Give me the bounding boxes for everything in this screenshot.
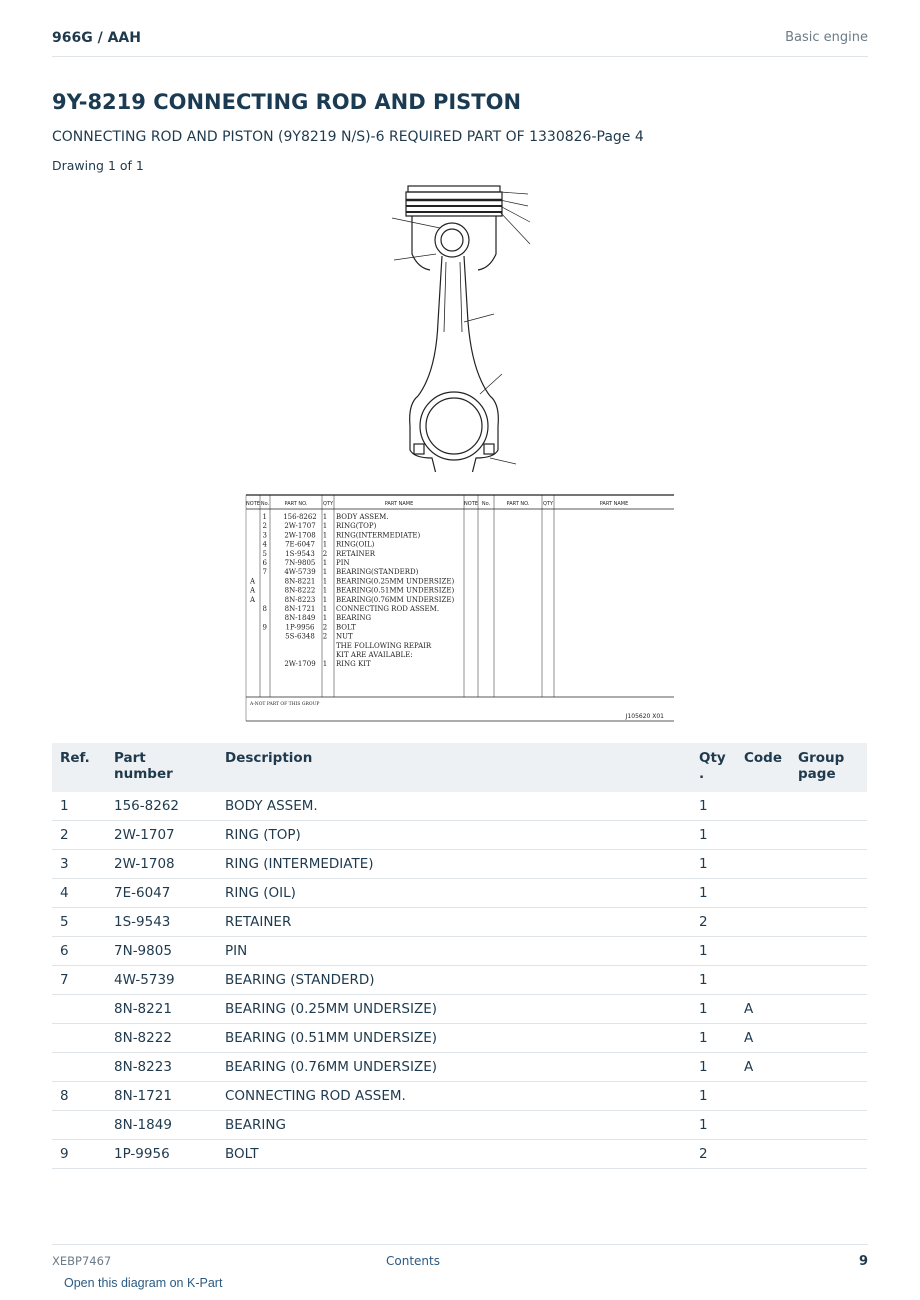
table-row	[52, 908, 867, 937]
sheet-cell: 1	[322, 614, 328, 623]
qty-cell: 1	[691, 1111, 736, 1140]
part-number-cell: 156-8262	[106, 792, 217, 821]
sheet-cell: 1	[322, 568, 328, 577]
code-cell	[736, 908, 790, 937]
group-page-cell	[790, 1082, 867, 1111]
sheet-header: PART NO.	[284, 501, 308, 507]
sheet-cell: PIN	[336, 559, 350, 567]
machine-model: 966G / AAH	[52, 30, 141, 46]
header-part-number: Part number	[106, 743, 217, 792]
header-code: Code	[736, 743, 790, 792]
description-cell: BEARING	[217, 1111, 691, 1140]
section-name: Basic engine	[785, 30, 868, 45]
sheet-header: NOTE	[246, 501, 260, 507]
part-number-cell: 2W-1707	[106, 821, 217, 850]
sheet-cell: 3	[262, 531, 267, 540]
group-page-cell	[790, 821, 867, 850]
description-cell: CONNECTING ROD ASSEM.	[217, 1082, 691, 1111]
sheet-cell: BEARING(STANDERD)	[336, 568, 419, 577]
sheet-cell: THE FOLLOWING REPAIR	[336, 641, 432, 650]
sheet-cell: 2	[262, 522, 267, 531]
qty-cell: 1	[691, 1024, 736, 1053]
sheet-header: No.	[481, 501, 491, 507]
sheet-cell: RING(OIL)	[336, 540, 375, 549]
description-cell: RETAINER	[217, 908, 691, 937]
description-cell: RING (OIL)	[217, 879, 691, 908]
part-number-cell: 4W-5739	[106, 966, 217, 995]
sheet-cell: BOLT	[336, 623, 356, 632]
open-in-kpart-link[interactable]: Open this diagram on K-Part	[64, 1276, 223, 1290]
description-cell: BOLT	[217, 1140, 691, 1169]
sheet-cell: 1	[322, 595, 328, 604]
ref-cell: 8	[52, 1082, 106, 1111]
ref-cell	[52, 1111, 106, 1140]
sheet-cell: 7N-9805	[284, 559, 316, 567]
sheet-cell: BODY ASSEM.	[336, 513, 389, 521]
part-number-cell: 2W-1708	[106, 850, 217, 879]
sheet-cell: BEARING(0.25MM UNDERSIZE)	[336, 577, 455, 586]
table-row	[52, 1111, 867, 1140]
part-number-cell: 8N-8221	[106, 995, 217, 1024]
page-footer	[52, 1244, 868, 1275]
sheet-cell: RETAINER	[336, 549, 375, 558]
piston-rod-drawing	[380, 182, 540, 472]
sheet-cell: 2W-1708	[284, 531, 316, 540]
sheet-cell: 8N-8221	[284, 577, 316, 586]
qty-cell: 1	[691, 792, 736, 821]
ref-cell	[52, 995, 106, 1024]
sheet-header: QTY	[542, 501, 554, 507]
page-number: 9	[858, 1254, 868, 1269]
sheet-cell: 5	[262, 549, 267, 558]
ref-cell: 4	[52, 879, 106, 908]
group-page-cell	[790, 792, 867, 821]
table-row	[52, 995, 867, 1024]
qty-cell: 1	[691, 1082, 736, 1111]
header-description: Description	[217, 743, 691, 792]
ref-cell: 3	[52, 850, 106, 879]
table-row	[52, 879, 867, 908]
sheet-cell: 1S-9543	[285, 549, 315, 558]
part-number-cell: 7N-9805	[106, 937, 217, 966]
group-page-cell	[790, 850, 867, 879]
code-cell	[736, 879, 790, 908]
sheet-reference: J105620 X01	[625, 713, 664, 720]
qty-cell: 1	[691, 879, 736, 908]
sheet-cell: 1	[322, 513, 328, 521]
document-id: XEBP7467	[52, 1254, 112, 1268]
part-number-cell: 8N-8222	[106, 1024, 217, 1053]
code-cell: A	[736, 1024, 790, 1053]
sheet-cell: 8N-1721	[284, 605, 316, 613]
part-number-cell: 1P-9956	[106, 1140, 217, 1169]
part-number-cell: 8N-1849	[106, 1111, 217, 1140]
code-cell: A	[736, 995, 790, 1024]
description-cell: RING (INTERMEDIATE)	[217, 850, 691, 879]
part-number-cell: 8N-8223	[106, 1053, 217, 1082]
group-page-cell	[790, 966, 867, 995]
table-row	[52, 792, 867, 821]
group-page-cell	[790, 908, 867, 937]
table-row	[52, 850, 867, 879]
header-ref: Ref.	[52, 743, 106, 792]
group-page-cell	[790, 1024, 867, 1053]
sheet-header: PART NAME	[384, 501, 414, 507]
group-page-cell	[790, 995, 867, 1024]
sheet-cell: 7E-6047	[285, 540, 315, 549]
sheet-cell: 9	[262, 623, 267, 632]
parts-table-header	[52, 743, 867, 792]
contents-link[interactable]: Contents	[386, 1254, 440, 1268]
sheet-header: PART NO.	[506, 501, 530, 507]
code-cell	[736, 850, 790, 879]
description-cell: PIN	[217, 937, 691, 966]
sheet-cell: 1	[262, 513, 267, 521]
sheet-cell: 1	[322, 660, 328, 669]
header-group-page: Group page	[790, 743, 867, 792]
ref-cell: 2	[52, 821, 106, 850]
code-cell	[736, 1111, 790, 1140]
qty-cell: 1	[691, 937, 736, 966]
sheet-cell: A	[250, 577, 256, 586]
sheet-cell: 4W-5739	[284, 568, 316, 577]
sheet-cell: 4	[262, 540, 267, 549]
description-cell: BEARING (0.25MM UNDERSIZE)	[217, 995, 691, 1024]
sheet-cell: 156-8262	[283, 513, 317, 521]
sheet-cell: 1	[322, 522, 328, 531]
sheet-cell: KIT ARE AVAILABLE:	[336, 651, 413, 659]
sheet-cell: A	[250, 586, 256, 595]
page-subtitle: CONNECTING ROD AND PISTON (9Y8219 N/S)-6 REQUIRED PART OF 1330826-Page 4	[52, 129, 644, 145]
sheet-cell: 2	[322, 632, 328, 641]
sheet-cell: 1	[322, 531, 328, 540]
qty-cell: 1	[691, 821, 736, 850]
table-row	[52, 1140, 867, 1169]
sheet-header: No.	[260, 501, 270, 507]
sheet-footnote: A-NOT PART OF THIS GROUP	[250, 702, 320, 707]
part-number-cell: 7E-6047	[106, 879, 217, 908]
sheet-cell: 8N-8222	[284, 586, 316, 595]
sheet-cell: BEARING(0.76MM UNDERSIZE)	[336, 595, 455, 604]
qty-cell: 1	[691, 995, 736, 1024]
sheet-cell: 8N-8223	[284, 595, 316, 604]
ref-cell: 9	[52, 1140, 106, 1169]
ref-cell: 7	[52, 966, 106, 995]
code-cell	[736, 1140, 790, 1169]
sheet-cell: 2W-1709	[284, 660, 316, 669]
sheet-cell: 7	[262, 568, 267, 577]
parts-list-sheet	[244, 493, 676, 723]
description-cell: BEARING (STANDERD)	[217, 966, 691, 995]
sheet-cell: A	[250, 595, 256, 604]
group-page-cell	[790, 1111, 867, 1140]
description-cell: BODY ASSEM.	[217, 792, 691, 821]
sheet-cell: 2W-1707	[284, 522, 316, 531]
description-cell: RING (TOP)	[217, 821, 691, 850]
sheet-cell: 1	[322, 577, 328, 586]
sheet-cell: 1	[322, 605, 328, 613]
code-cell	[736, 937, 790, 966]
sheet-cell: 8N-1849	[284, 614, 316, 623]
code-cell	[736, 792, 790, 821]
page-title: 9Y-8219 CONNECTING ROD AND PISTON	[52, 90, 522, 114]
table-row	[52, 937, 867, 966]
sheet-cell: 1	[322, 540, 328, 549]
ref-cell	[52, 1053, 106, 1082]
ref-cell: 6	[52, 937, 106, 966]
sheet-cell: RING(INTERMEDIATE)	[336, 531, 421, 540]
table-row	[52, 821, 867, 850]
table-row	[52, 1053, 867, 1082]
sheet-cell: BEARING(0.51MM UNDERSIZE)	[336, 586, 455, 595]
sheet-cell: 8	[262, 605, 267, 613]
sheet-cell: 6	[262, 559, 267, 567]
code-cell	[736, 1082, 790, 1111]
group-page-cell	[790, 1140, 867, 1169]
group-page-cell	[790, 937, 867, 966]
group-page-cell	[790, 879, 867, 908]
group-page-cell	[790, 1053, 867, 1082]
sheet-cell: 2	[322, 549, 328, 558]
sheet-cell: 5S-6348	[285, 632, 315, 641]
sheet-cell: 1P-9956	[285, 623, 315, 632]
ref-cell: 5	[52, 908, 106, 937]
page-header	[52, 28, 868, 57]
code-cell	[736, 821, 790, 850]
sheet-header: QTY	[322, 501, 334, 507]
sheet-cell: RING(TOP)	[336, 522, 377, 531]
sheet-cell: 2	[322, 623, 328, 632]
part-number-cell: 1S-9543	[106, 908, 217, 937]
qty-cell: 2	[691, 908, 736, 937]
code-cell: A	[736, 1053, 790, 1082]
qty-cell: 2	[691, 1140, 736, 1169]
header-qty: Qty .	[691, 743, 736, 792]
sheet-cell: BEARING	[336, 614, 372, 623]
ref-cell	[52, 1024, 106, 1053]
part-number-cell: 8N-1721	[106, 1082, 217, 1111]
sheet-header: NOTE	[464, 501, 478, 507]
sheet-cell: 1	[322, 559, 328, 567]
qty-cell: 1	[691, 850, 736, 879]
sheet-cell: RING KIT	[336, 660, 371, 669]
sheet-cell: NUT	[336, 632, 353, 641]
ref-cell: 1	[52, 792, 106, 821]
description-cell: BEARING (0.76MM UNDERSIZE)	[217, 1053, 691, 1082]
description-cell: BEARING (0.51MM UNDERSIZE)	[217, 1024, 691, 1053]
table-row	[52, 1024, 867, 1053]
qty-cell: 1	[691, 1053, 736, 1082]
drawing-label: Drawing 1 of 1	[52, 158, 144, 173]
code-cell	[736, 966, 790, 995]
sheet-header: PART NAME	[599, 501, 629, 507]
qty-cell: 1	[691, 966, 736, 995]
sheet-cell: CONNECTING ROD ASSEM.	[336, 605, 440, 613]
table-row	[52, 966, 867, 995]
sheet-cell: 1	[322, 586, 328, 595]
parts-table	[52, 743, 867, 1169]
table-row	[52, 1082, 867, 1111]
